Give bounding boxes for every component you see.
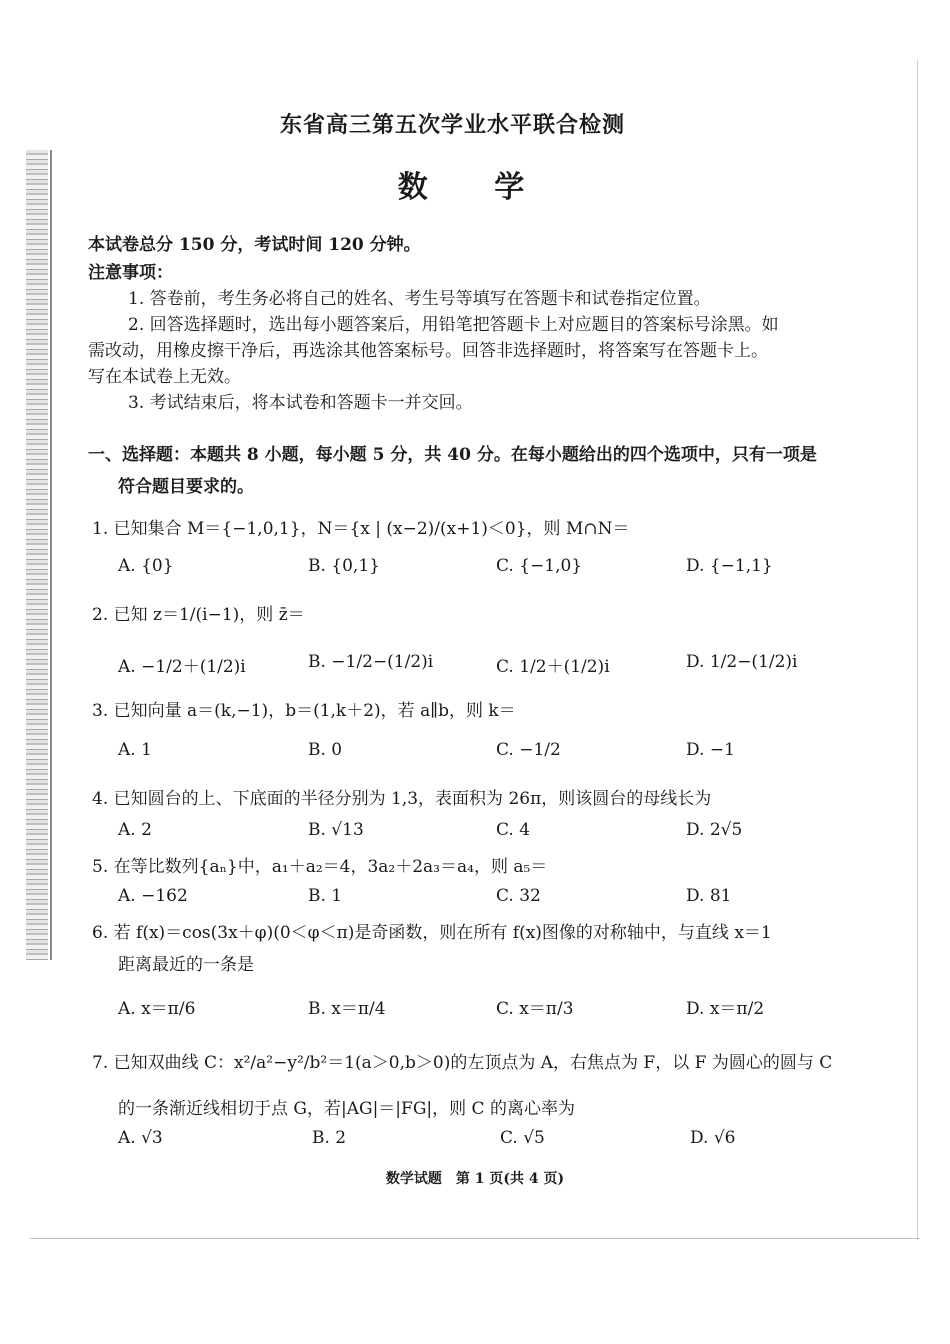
page-footer: 数学试题 第 1 页(共 4 页) [385,1171,565,1187]
q6-stem-line-2: 距离最近的一条是 [118,955,254,975]
q1-option-d: D. {−1,1} [686,556,773,576]
q5-option-d: D. 81 [686,886,732,906]
q5-option-b: B. 1 [308,886,343,906]
q4-option-a: A. 2 [118,820,152,840]
q2-stem: 2. 已知 z＝1/(i−1)，则 z̄＝ [92,605,305,625]
q1-option-a: A. {0} [118,556,174,576]
binding-strip [26,150,48,960]
q7-option-c: C. √5 [500,1128,545,1148]
binding-line [50,150,52,960]
note-3: 3. 考试结束后，将本试卷和答题卡一并交回。 [128,393,473,413]
q6-option-a: A. x＝π/6 [118,999,196,1019]
q4-option-c: C. 4 [496,820,531,840]
q4-stem: 4. 已知圆台的上、下底面的半径分别为 1,3，表面积为 26π，则该圆台的母线长为 [92,789,712,809]
q2-option-a: A. −1/2＋(1/2)i [118,657,246,677]
page-edge-bottom [30,1238,920,1239]
q1-option-b: B. {0,1} [308,556,380,576]
notes-title: 注意事项： [88,263,173,283]
q1-stem: 1. 已知集合 M＝{−1,0,1}，N＝{x | (x−2)/(x+1)＜0}，则 M∩N＝ [92,519,630,539]
q5-stem: 5. 在等比数列{aₙ}中，a₁＋a₂＝4，3a₂＋2a₃＝a₄，则 a₅＝ [92,857,548,877]
section-1-heading-cont: 符合题目要求的。 [118,477,254,497]
note-2-line-2: 需改动，用橡皮擦干净后，再选涂其他答案标号。回答非选择题时，将答案写在答题卡上。 [88,341,768,361]
q4-option-d: D. 2√5 [686,820,743,840]
q4-option-b: B. √13 [308,820,364,840]
note-1: 1. 答卷前，考生务必将自己的姓名、考生号等填写在答题卡和试卷指定位置。 [128,289,711,309]
q3-option-d: D. −1 [686,740,735,760]
q6-stem-line-1: 6. 若 f(x)＝cos(3x＋φ)(0＜φ＜π)是奇函数，则在所有 f(x)图像的对称轴中，与直线 x＝1 [92,923,772,943]
q6-option-d: D. x＝π/2 [686,999,765,1019]
q7-stem-line-2: 的一条渐近线相切于点 G，若|AG|＝|FG|，则 C 的离心率为 [118,1099,575,1119]
q3-option-b: B. 0 [308,740,343,760]
q7-option-d: D. √6 [690,1128,736,1148]
note-2-line-3: 写在本试卷上无效。 [88,367,241,387]
q2-option-d: D. 1/2−(1/2)i [686,652,798,672]
q7-option-a: A. √3 [118,1128,163,1148]
q5-option-a: A. −162 [118,886,188,906]
q6-option-b: B. x＝π/4 [308,999,386,1019]
section-1-heading: 一、选择题：本题共 8 小题，每小题 5 分，共 40 分。在每小题给出的四个选项中，只有一项是 [88,445,817,465]
q6-option-c: C. x＝π/3 [496,999,574,1019]
q3-stem: 3. 已知向量 a＝(k,−1)，b＝(1,k＋2)，若 a∥b，则 k＝ [92,701,516,721]
score-time: 本试卷总分 150 分，考试时间 120 分钟。 [88,235,421,255]
note-2-line-1: 2. 回答选择题时，选出每小题答案后，用铅笔把答题卡上对应题目的答案标号涂黑。如 [128,315,779,335]
exam-title: 数 学 [397,170,553,205]
q1-option-c: C. {−1,0} [496,556,583,576]
q3-option-c: C. −1/2 [496,740,561,760]
page-edge-right [917,60,918,1240]
q2-option-c: C. 1/2＋(1/2)i [496,657,610,677]
q5-option-c: C. 32 [496,886,541,906]
q7-stem-line-1: 7. 已知双曲线 C：x²/a²−y²/b²＝1(a＞0,b＞0)的左顶点为 A，右焦点为 F，以 F 为圆心的圆与 C [92,1053,833,1073]
q2-option-b: B. −1/2−(1/2)i [308,652,434,672]
exam-header: 东省高三第五次学业水平联合检测 [280,112,626,138]
q7-option-b: B. 2 [312,1128,347,1148]
q3-option-a: A. 1 [118,740,152,760]
